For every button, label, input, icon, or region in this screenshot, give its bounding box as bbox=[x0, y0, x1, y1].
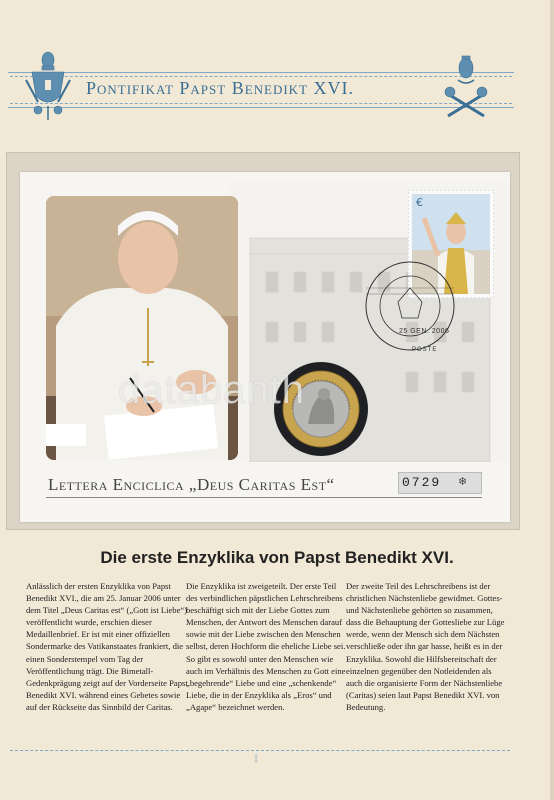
footer-rule bbox=[10, 750, 510, 751]
special-postmark bbox=[362, 258, 458, 354]
article-column-2 bbox=[186, 580, 348, 713]
serial-number: 0729 bbox=[402, 475, 442, 490]
postmark-label: POSTE bbox=[412, 347, 438, 353]
article-paragraph: Der zweite Teil des Lehrschreibens ist der christlichen Nächstenliebe gewidmet. Gottes- und Nächstenliebe gehörten so zusammen, dass die Behauptung der Gottesliebe zur Lüge werde, wenn der Mensch sich dem Nächsten verschließe oder ihn gar hasse, heißt es in der Enzyklika. Sowohl die Hilfsbereitschaft der einzelnen gegenüber den Notleidenden als auch die organisierte Form der Nächstenliebe (Caritas) seien laut Papst Benedikt XVI. von Bedeutung. bbox=[346, 581, 505, 712]
footer-ornament-icon: ⟟ bbox=[254, 752, 259, 765]
article-paragraph: Anlässlich der ersten Enzyklika von Papst Benedikt XVI., die am 25. Januar 2006 unter dem Titel „Deus Caritas est“ („Gott ist Liebe“) veröffentlicht wurde, erschien dieser Medaillenbrief. Er ist mit einer offiziellen Sondermarke des Vatikanstaates frankiert, die einen Sonderstempel vom Tag der Veröffentlichung trägt. Die Bimetall-Gedenkprägung zeigt auf der Vorderseite Papst Benedikt XVI. während eines Gebetes sowie auf der Rückseite das Sinnbild der Caritas. bbox=[26, 581, 188, 712]
papal-coat-of-arms-icon bbox=[22, 50, 74, 122]
bimetal-medal-coin bbox=[272, 360, 370, 458]
page-title: Pontifikat Papst Benedikt XVI. bbox=[86, 78, 355, 98]
article-column-1 bbox=[26, 580, 188, 713]
article-column-3 bbox=[346, 580, 508, 713]
postmark-date: 25 GEN. 2006 bbox=[399, 328, 450, 335]
keys-and-tiara-emblem-icon bbox=[440, 54, 492, 124]
page-edge bbox=[550, 0, 554, 800]
encyclical-title: Lettera Enciclica „Deus Caritas Est“ bbox=[48, 475, 335, 494]
encyclical-title-rule bbox=[46, 497, 482, 498]
article-paragraph: Die Enzyklika ist zweigeteilt. Der erste Teil des verbindlichen päpstlichen Lehrschreibens beschäftigt sich mit der Liebe Gottes zum Menschen, der Antwort des Menschen darauf sowie mit der Liebe zwischen den Menschen selbst, deren Hochform die eheliche Liebe sei. So gibt es sowohl unter den Menschen wie auch im Verhältnis des Menschen zu Gott eine „begehrende“ Liebe und eine „schenkende“ Liebe, die in der Enzyklika als „Eros“ und „Agape“ bezeichnet werden. bbox=[186, 581, 346, 712]
watermark: databanth bbox=[118, 368, 305, 412]
svg-text:€: € bbox=[416, 196, 423, 209]
pope-writing-photo bbox=[46, 196, 238, 460]
snowflake-icon: ❄ bbox=[458, 476, 468, 488]
article-title: Die erste Enzyklika von Papst Benedikt XVI. bbox=[100, 548, 454, 567]
